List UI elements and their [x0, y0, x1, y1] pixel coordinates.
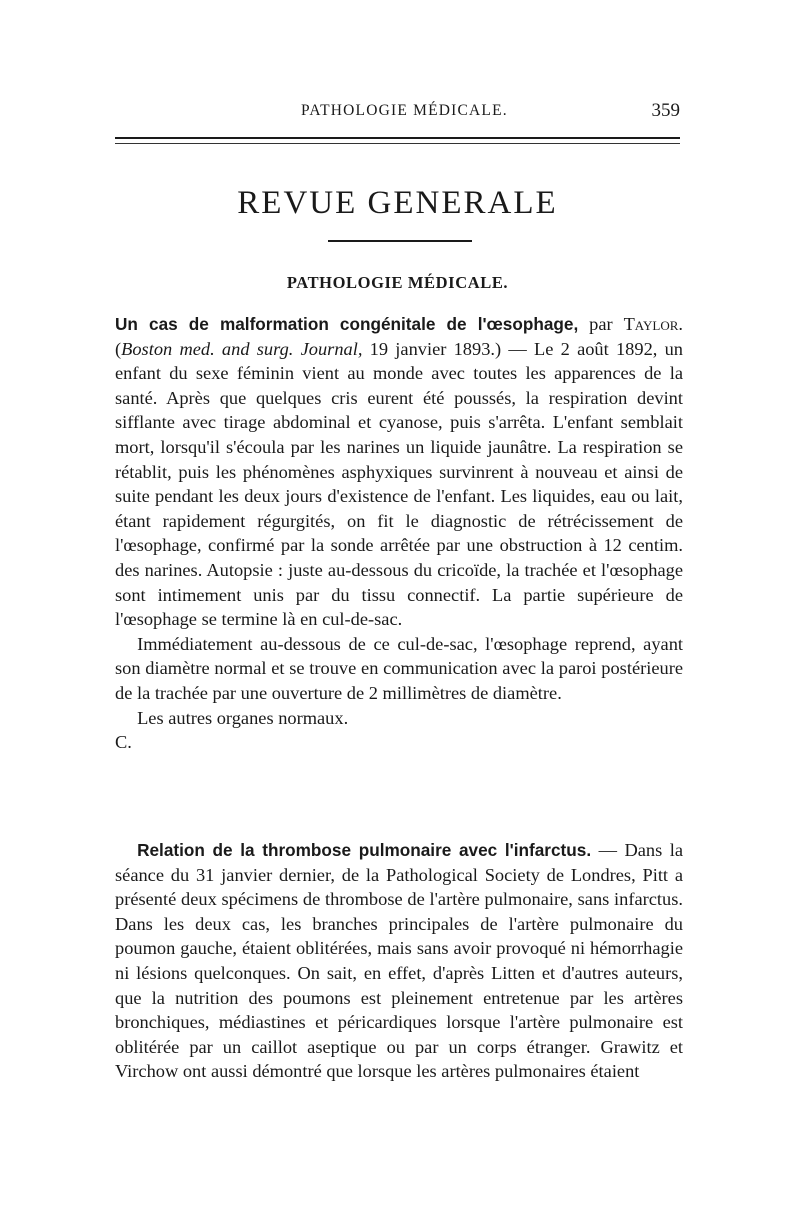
header-rule-thin: [115, 143, 680, 144]
article1-paragraph-3: Les autres organes normaux.: [137, 707, 349, 728]
article1-source-journal: Boston med. and surg. Journal,: [121, 338, 363, 359]
article2-title: Relation de la thrombose pulmonaire avec l'infarctus.: [137, 840, 592, 860]
article1-paragraph-2: Immédiatement au-dessous de ce cul-de-sac, l'œsophage reprend, ayant son diamètre normal et se trouve en communication avec la paroi postérieure de la trachée par une ouverture de 2 millimètres de diamètre.: [115, 633, 683, 703]
article2-body: — Dans la séance du 31 janvier dernier, de la Pathological Society de Londres, Pitt a présenté deux spécimens de thrombose de l'artère pulmonaire, sans infarctus. Dans les deux cas, les branches principales de l'artère pulmonaire du poumon gauche, étaient oblitérées, mais sans avoir provoqué ni hémorrhagie ni lésions quelconques. On sait, en effet, d'après Litten et d'autres auteurs, que la nutrition des poumons est pleinement entretenue par les artères bronchiques, médiastines et péricardiques lorsque l'artère pulmonaire est oblitérée par un caillot aseptique ou par un corps étranger. Grawitz et Virchow ont aussi démontré que lorsque les artères pulmonaires étaient: [115, 840, 683, 1082]
main-title: REVUE GENERALE: [237, 185, 558, 221]
article1-source-open: (: [115, 338, 122, 359]
article2-paragraph-1: [115, 838, 683, 1084]
article-malformation-oesophage: [115, 312, 683, 755]
section-title: PATHOLOGIE MÉDICALE.: [286, 273, 509, 292]
article1-author: Taylor.: [623, 314, 683, 334]
running-head: [115, 100, 680, 126]
article1-body-1: — Le 2 août 1892, un enfant du sexe féminin vient au monde avec toutes les apparences de la santé. Après que quelques cris eurent été poussés, la respiration devint sifflante avec tirage abdominal et cyanose, puis s'arrêta. L'enfant semblait mort, lorsqu'il s'écoula par les narines un liquide jaunâtre. La respiration se rétablit, puis les phénomènes asphyxiques survinrent à nouveau et ainsi de suite pendant les deux jours d'existence de l'enfant. Les liquides, eau ou lait, étant rapidement régurgités, on fit le diagnostic de rétrécissement de l'œsophage, confirmé par la sonde arrêtée par une obstruction à 12 centim. des narines. Autopsie : juste au-dessous du cricoïde, la trachée et l'œsophage sont intimement unis par du tissu connectif. La partie supérieure de l'œsophage se termine là en cul-de-sac.: [115, 338, 683, 630]
page-number: 359: [651, 100, 680, 121]
title-rule: [328, 240, 472, 242]
article1-paragraph-1: [115, 312, 683, 632]
article1-title: Un cas de malformation congénitale de l'œsophage,: [115, 314, 579, 334]
article1-by: par: [578, 314, 624, 334]
article-thrombose-pulmonaire: [115, 838, 683, 1084]
article1-signature: C.: [115, 732, 132, 753]
article1-source-date: 19 janvier 1893.): [362, 338, 502, 359]
running-title: PATHOLOGIE MÉDICALE.: [301, 102, 508, 119]
header-rule-thick: [115, 137, 680, 139]
